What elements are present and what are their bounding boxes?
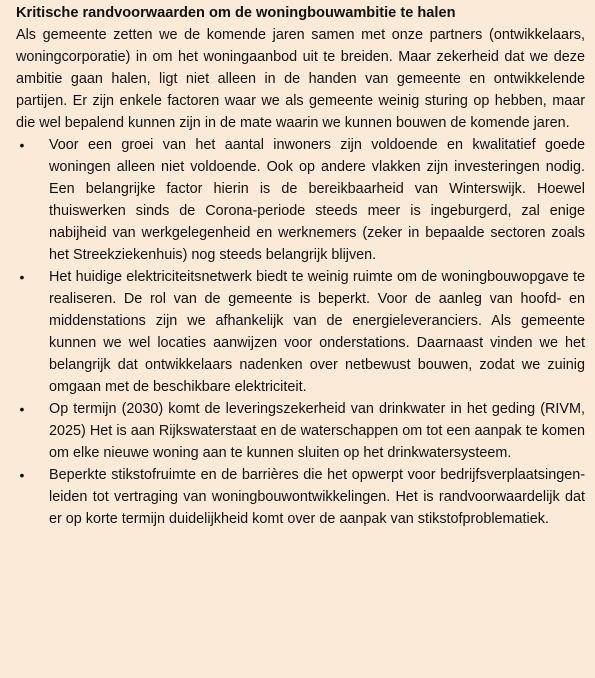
bullet-text: Voor een groei van het aantal inwoners zijn voldoende en kwalitatief goede woningen alleen niet voldoende. Ook op andere vlakken zijn investeringen nodig. Een belangrijke factor hierin is de bereikbaarheid van Winterswijk. Hoewel thuiswerken sinds de Corona-periode steeds meer is ingeburgerd, zal enige nabijheid van werkgelegenheid en werknemers (zeker in bepaalde sectoren zoals het Streekziekenhuis) nog steeds belangrijk blijven.	[49, 137, 585, 263]
bullet-text: Op termijn (2030) komt de leveringszekerheid van drinkwater in het geding (RIVM, 2025) Het is aan Rijkswaterstaat en de waterschappen om tot een aanpak te komen om elke nieuwe woning aan te kunnen sluiten op het drinkwatersysteem.	[49, 401, 585, 461]
bullet-icon: •	[19, 269, 25, 285]
list-item	[16, 464, 585, 530]
bullet-text: Het huidige elektriciteitsnetwerk biedt te weinig ruimte om de woningbouwopgave te realiseren. De rol van de gemeente is beperkt. Voor de aanleg van hoofd- en middenstations zijn we afhankelijk van de energieleveranciers. Als gemeente kunnen we wel locaties aanwijzen voor onderstations. Daarnaast vinden we het belangrijk dat ontwikkelaars nadenken over netbewust bouwen, zodat we zuinig omgaan met de beschikbare elektriciteit.	[49, 269, 585, 395]
section-title: Kritische randvoorwaarden om de woningbouwambitie te halen	[16, 5, 456, 21]
bullet-list	[16, 134, 585, 530]
list-item	[16, 266, 585, 398]
list-item	[16, 398, 585, 464]
bullet-icon: •	[19, 467, 25, 483]
bullet-text: Beperkte stikstofruimte en de barrières die het opwerpt voor bedrijfsverplaatsingen- leiden tot vertraging van woningbouwontwikkelingen. Het is randvoorwaardelijk dat er op korte termijn duidelijkheid komt over de aanpak van stikstofproblematiek.	[49, 467, 585, 527]
intro-paragraph: Als gemeente zetten we de komende jaren samen met onze partners (ontwikkelaars, woningcorporatie) in om het woningaanbod uit te breiden. Maar zekerheid dat we deze ambitie gaan halen, ligt niet alleen in de handen van gemeente en ontwikkelende partijen. Er zijn enkele factoren waar we als gemeente weinig sturing op hebben, maar die wel bepalend kunnen zijn in de mate waarin we kunnen bouwen de komende jaren.	[16, 27, 585, 131]
list-item	[16, 134, 585, 266]
bullet-icon: •	[19, 401, 25, 417]
bullet-icon: •	[19, 137, 25, 153]
